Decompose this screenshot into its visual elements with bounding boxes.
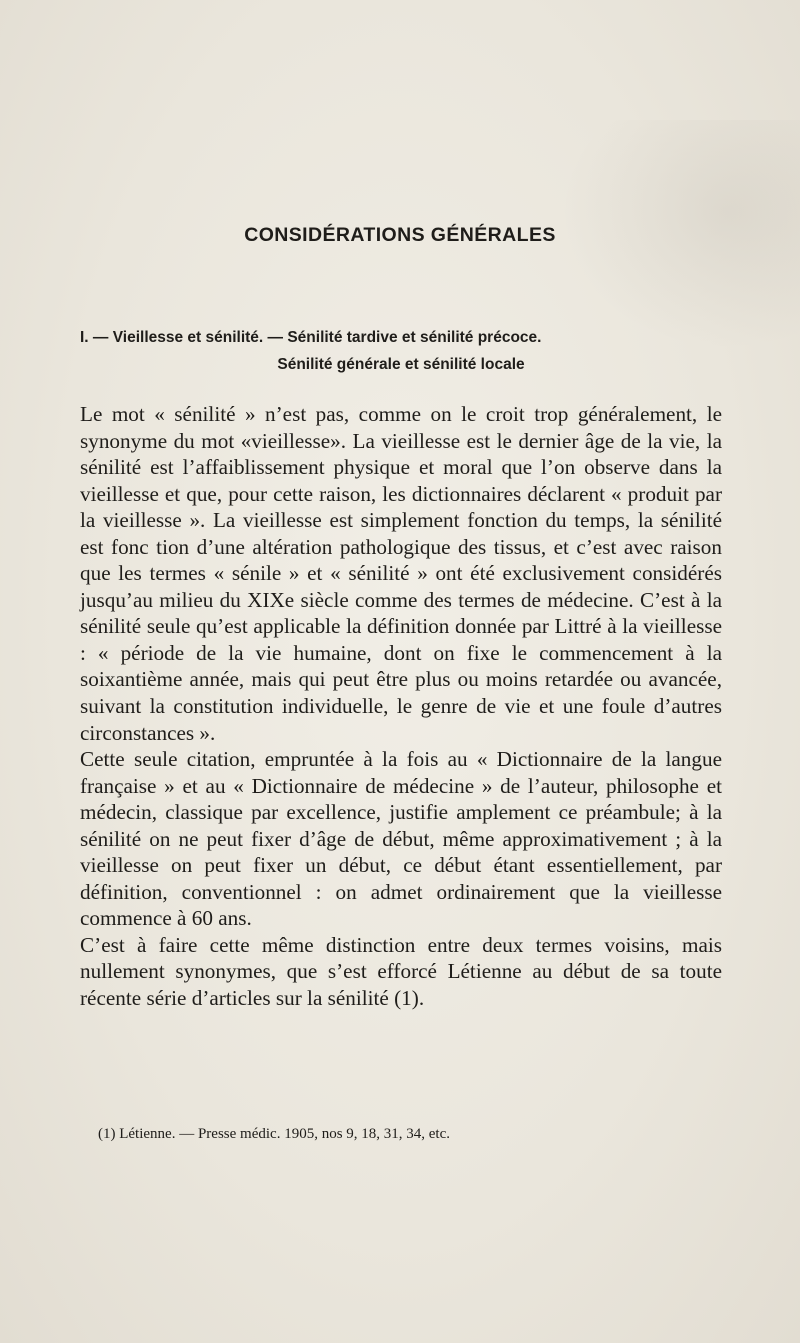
paragraph-1: Le mot « sénilité » n’est pas, comme on le croit trop généralement, le synonyme du mot «vieillesse». La vieillesse est le dernier âge de la vie, la sénilité est l’affaiblissement physique et moral que l’on observe dans la vieillesse et que, pour cette raison, les dictionnaires déclarent « produit par la vieillesse ». La vieillesse est simplement fonction du temps, la sénilité est fonc tion d’une altération pathologique des tissus, et c’est avec raison que les termes « sénile » et « sénilité » ont été exclusivement considérés jusqu’au milieu du XIXe siècle comme des termes de médecine. C’est à la sénilité seule qu’est applicable la définition donnée par Littré à la vieillesse : « période de la vie humaine, dont on fixe le commencement à la soixantième année, mais qui peut être plus ou moins retardée ou avancée, suivant la constitution individuelle, le genre de vie et une foule d’autres circonstances ». bbox=[80, 402, 722, 745]
footnote: (1) Létienne. — Presse médic. 1905, nos 9, 18, 31, 34, etc. bbox=[98, 1126, 451, 1142]
body-text bbox=[80, 401, 722, 1012]
section-heading-line2: Sénilité générale et sénilité locale bbox=[277, 356, 525, 373]
paragraph-2: Cette seule citation, empruntée à la fois au « Dictionnaire de la langue française » et au « Dictionnaire de médecine » de l’auteur, philosophe et médecin, classique par excellence, justifie amplement ce préambule; à la sénilité on ne peut fixer d’âge de début, même approximativement ; à la vieillesse on peut fixer un début, ce début étant essentiellement, par définition, conventionnel : on admet ordinairement que la vieillesse commence à 60 ans. bbox=[80, 747, 722, 931]
paragraph-3: C’est à faire cette même distinction entre deux termes voisins, mais nullement synonymes, que s’est efforcé Létienne au début de sa toute récente série d’articles sur la sénilité (1). bbox=[80, 932, 722, 1011]
section-heading-line1: I. — Vieillesse et sénilité. — Sénilité tardive et sénilité précoce. bbox=[80, 329, 542, 346]
chapter-title: CONSIDÉRATIONS GÉNÉRALES bbox=[244, 224, 556, 246]
